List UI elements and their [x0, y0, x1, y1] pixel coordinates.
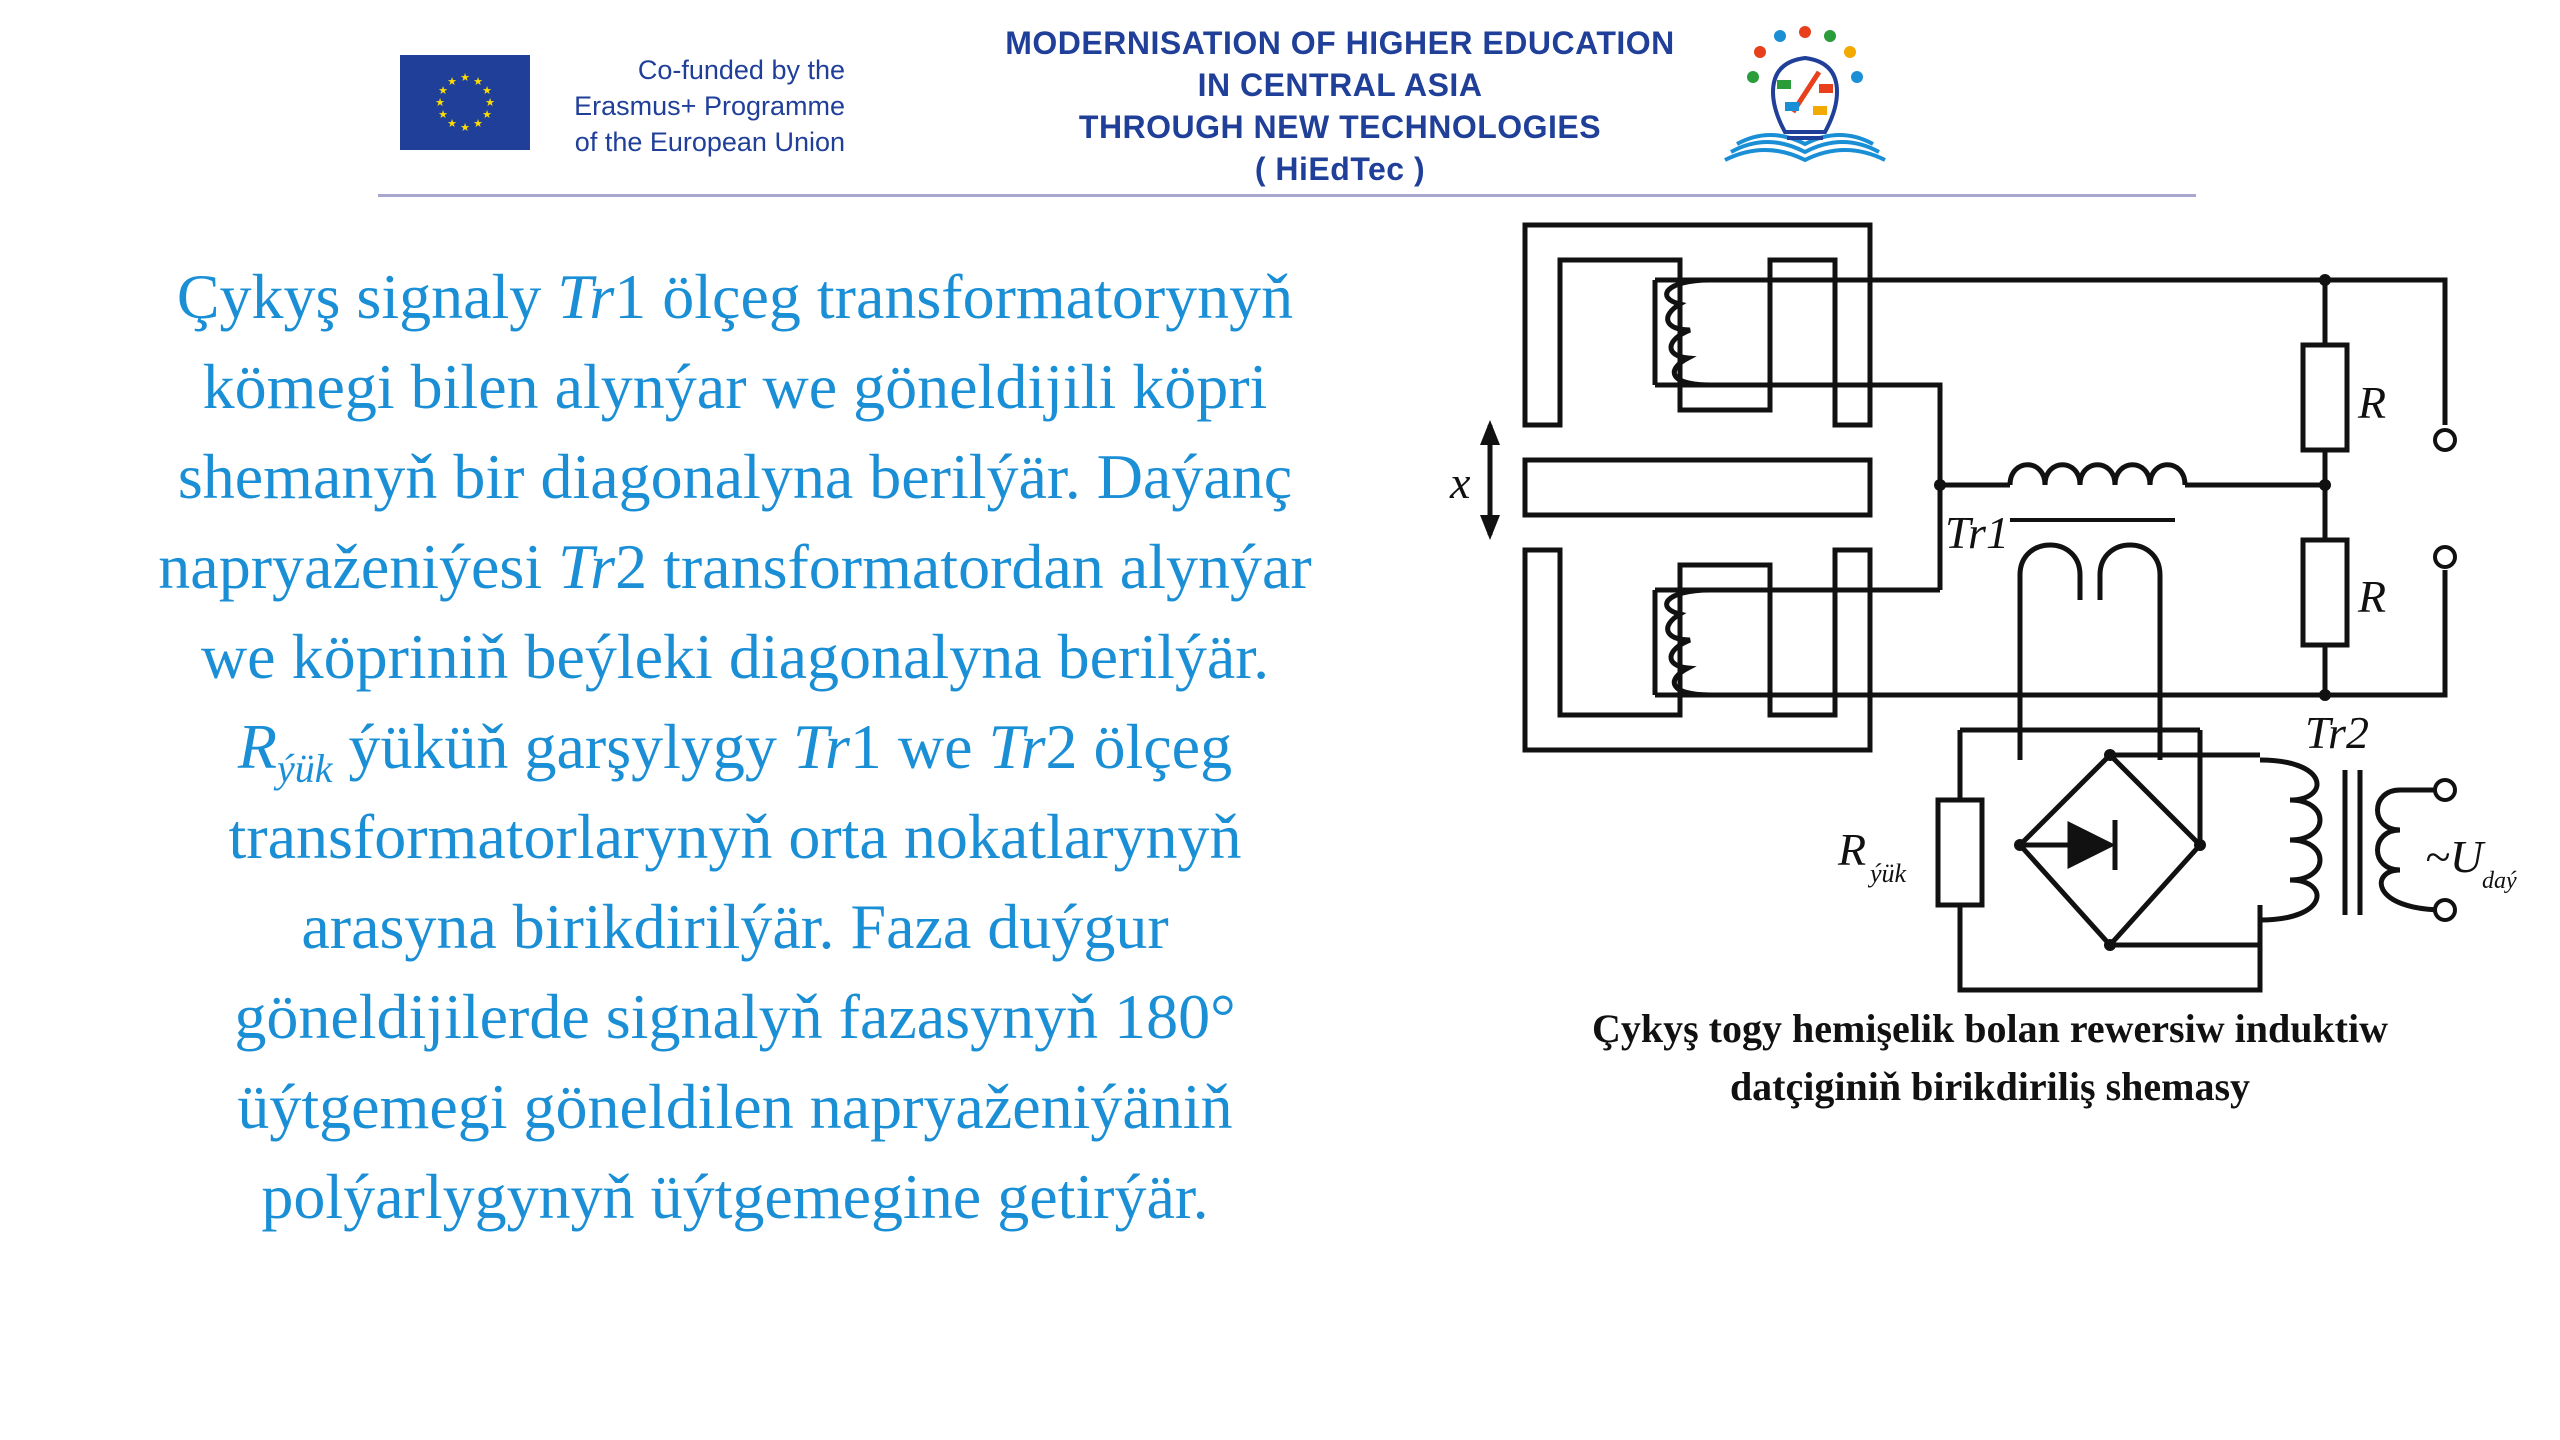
body-subscript: ýük — [277, 746, 333, 791]
body-line: we köpriniň beýleki diagonalyna berilýär. — [200, 621, 1270, 692]
body-text: 2 transformatordan alynýar — [615, 531, 1312, 602]
tr2-primary — [2260, 760, 2320, 920]
terminal-u-2 — [2435, 900, 2455, 920]
svg-text:★: ★ — [482, 108, 492, 121]
terminal-out-1 — [2435, 430, 2455, 450]
upper-core — [1525, 225, 1870, 425]
svg-text:★: ★ — [473, 75, 483, 88]
terminal-out-2 — [2435, 547, 2455, 567]
label-tr2: Tr2 — [2305, 707, 2369, 758]
resistor-r2 — [2303, 540, 2347, 645]
project-title — [880, 22, 1800, 190]
svg-text:★: ★ — [460, 71, 470, 84]
armature — [1525, 460, 1870, 515]
svg-text:★: ★ — [447, 117, 457, 130]
label-tr1: Tr1 — [1945, 507, 2009, 558]
svg-text:★: ★ — [438, 84, 448, 97]
body-text: 2 ölçeg — [1045, 711, 1233, 782]
circuit-diagram — [1420, 200, 2560, 1100]
body-text: Tr — [557, 261, 615, 332]
body-text: Tr — [558, 531, 616, 602]
body-text: R — [237, 711, 277, 782]
svg-text:★: ★ — [435, 96, 445, 109]
body-line: kömegi bilen alynýar we göneldijili köpri — [202, 351, 1268, 422]
svg-text:★: ★ — [438, 108, 448, 121]
body-line: transformatorlarynyň orta nokatlarynyň — [228, 801, 1242, 872]
body-text: Tr — [792, 711, 850, 782]
body-text: ýüküň garşylygy — [332, 711, 793, 782]
label-u: ~U — [2425, 831, 2484, 882]
resistor-rload — [1938, 800, 1982, 905]
body-text: Çykyş signaly — [176, 261, 558, 332]
header-divider — [378, 194, 2196, 197]
diagram-caption — [1450, 1000, 2530, 1116]
body-line: üýtgemegi göneldilen napryaženiýäniň — [237, 1071, 1233, 1142]
cofunded-line: Erasmus+ Programme — [574, 91, 845, 121]
label-rload-sub: ýük — [1870, 859, 1907, 888]
body-line: arasyna birikdirilýär. Faza duýgur — [301, 891, 1169, 962]
svg-text:★: ★ — [482, 84, 492, 97]
project-title-line: ( HiEdTec ) — [1254, 151, 1426, 187]
project-title-line: MODERNISATION OF HIGHER EDUCATION — [1005, 25, 1675, 61]
body-line: polýarlygynyň üýtgemegine getirýär. — [261, 1161, 1209, 1232]
tr1-primary — [2010, 465, 2185, 485]
svg-text:★: ★ — [485, 96, 495, 109]
project-title-line: THROUGH NEW TECHNOLOGIES — [1078, 109, 1602, 145]
label-x: x — [1450, 457, 1471, 508]
body-line — [40, 252, 1430, 342]
body-text: 1 ölçeg transformatorynyň — [614, 261, 1294, 332]
svg-text:★: ★ — [447, 75, 457, 88]
project-title-line: IN CENTRAL ASIA — [1197, 67, 1483, 103]
body-paragraph — [40, 252, 1430, 1242]
label-r2: R — [2358, 571, 2387, 622]
caption-line: datçiginiň birikdiriliş shemasy — [1729, 1064, 2251, 1109]
body-text: 1 we — [849, 711, 989, 782]
resistor-r1 — [2303, 345, 2347, 450]
body-line — [40, 702, 1430, 792]
body-text: Tr — [988, 711, 1046, 782]
cofunded-text — [545, 52, 845, 160]
cofunded-line: of the European Union — [574, 127, 845, 157]
label-r1: R — [2358, 377, 2387, 428]
caption-line: Çykyş togy hemişelik bolan rewersiw induktiw — [1591, 1006, 2388, 1051]
body-line: shemanyň bir diagonalyna berilýär. Daýanç — [177, 441, 1293, 512]
lower-core — [1525, 550, 1870, 750]
body-line: göneldijilerde signalyň fazasynyň 180° — [234, 981, 1236, 1052]
label-u-sub: daý — [2482, 868, 2517, 894]
eu-flag-icon — [400, 55, 530, 150]
hiedtec-logo-icon — [1715, 22, 1895, 172]
body-line — [40, 522, 1430, 612]
cofunded-line: Co-funded by the — [637, 55, 845, 85]
body-text: napryaženiýesi — [158, 531, 559, 602]
diode-bridge — [2020, 755, 2200, 945]
svg-text:★: ★ — [473, 117, 483, 130]
svg-text:★: ★ — [460, 121, 470, 134]
terminal-u-1 — [2435, 780, 2455, 800]
label-rload: R — [1838, 824, 1867, 875]
